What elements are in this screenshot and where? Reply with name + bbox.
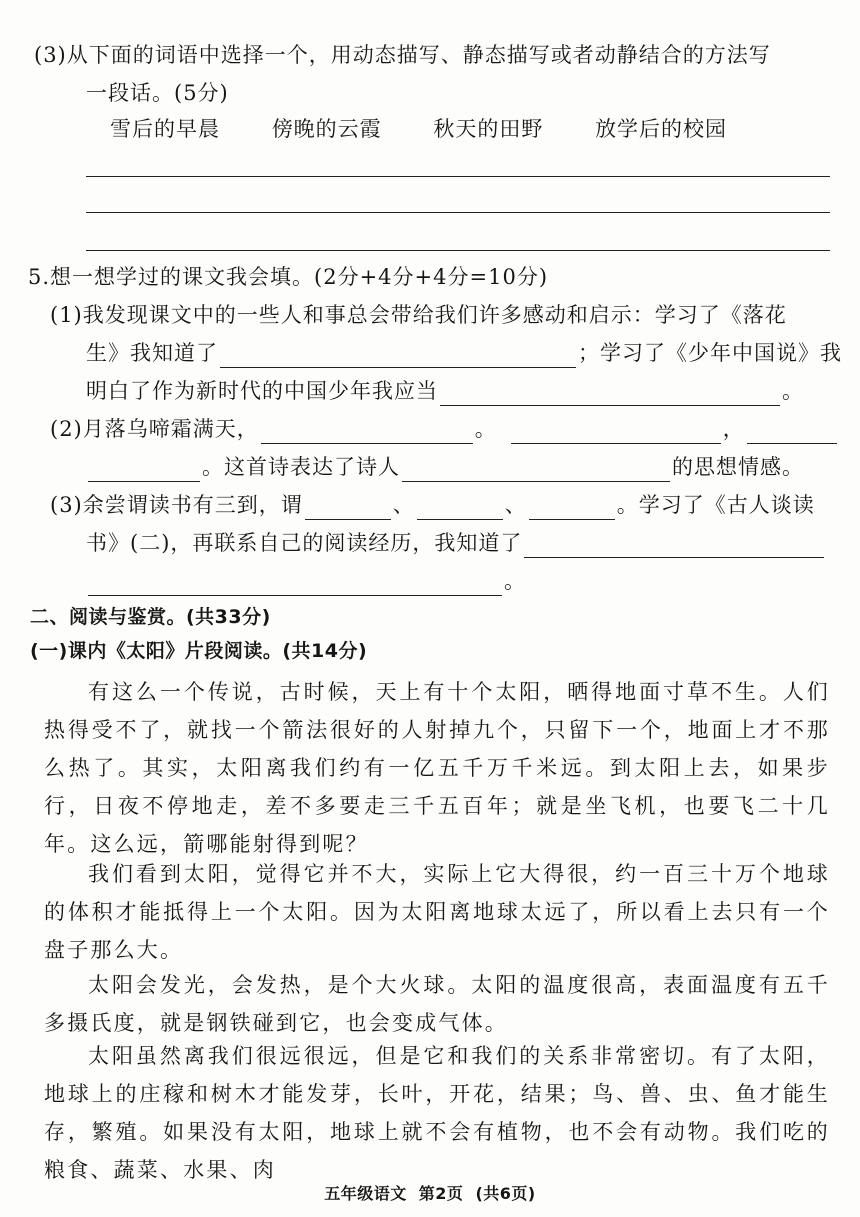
q5-1-text: 明白了作为新时代的中国少年我应当 [86, 379, 438, 403]
q5-3-text: 书》(二)，再联系自己的阅读经历，我知道了 [86, 531, 523, 555]
q5-1-line1: (1)我发现课文中的一些人和事总会带给我们许多感动和启示：学习了《落花 [50, 303, 787, 327]
answer-blank[interactable] [305, 495, 391, 520]
q5-3-text: 。 [504, 569, 526, 593]
passage-paragraph: 太阳虽然离我们很远很远，但是它和我们的关系非常密切。有了太阳，地球上的庄稼和树木才能发芽，长叶，开花，结果；鸟、兽、虫、鱼才能生存，繁殖。如果没有太阳，地球上就不会有植物，也不会有动物。我们吃的粮食、蔬菜、水果、肉 [44, 1044, 830, 1182]
footer-total: (共6页) [475, 1184, 536, 1203]
q5-1-line2 [86, 338, 842, 368]
section-2-title: 二、阅读与鉴赏。(共33分) [30, 606, 271, 628]
q5-1-text: 生》我知道了 [86, 341, 218, 365]
answer-blank[interactable] [511, 419, 721, 444]
answer-blank[interactable] [529, 495, 615, 520]
q5-2-text: 。 [474, 417, 497, 441]
word-option: 秋天的田野 [433, 117, 544, 141]
q5-2-line2 [86, 452, 804, 482]
writing-line[interactable] [86, 250, 830, 251]
passage-paragraph: 我们看到太阳，觉得它并不大，实际上它大得很，约一百三十万个地球的体积才能抵得上一个太阳。因为太阳离地球太远了，所以看上去只有一个盘子那么大。 [44, 862, 830, 962]
footer-subject: 五年级语文 [324, 1184, 407, 1203]
answer-blank[interactable] [524, 533, 824, 558]
answer-blank[interactable] [402, 457, 670, 482]
footer-page: 第2页 [418, 1184, 464, 1203]
q3-prompt-line1: (3)从下面的词语中选择一个，用动态描写、静态描写或者动静结合的方法写 [34, 43, 771, 67]
q5-3-text: 、 [504, 493, 527, 517]
q5-3-line1 [50, 490, 815, 520]
answer-blank[interactable] [88, 457, 200, 482]
answer-blank[interactable] [440, 381, 780, 406]
passage-paragraph: 太阳会发光，会发热，是个大火球。太阳的温度很高，表面温度有五千多摄氏度，就是钢铁碰到它，也会变成气体。 [44, 973, 830, 1035]
writing-line[interactable] [86, 176, 830, 177]
answer-blank[interactable] [88, 571, 502, 596]
q5-1-line3 [86, 376, 804, 406]
answer-blank[interactable] [417, 495, 503, 520]
q5-3-line3 [86, 566, 526, 596]
q5-3-text: 、 [392, 493, 415, 517]
q5-3-line2 [86, 528, 826, 558]
passage-paragraph: 有这么一个传说，古时候，天上有十个太阳，晒得地面寸草不生。人们热得受不了，就找一个箭法很好的人射掉九个，只留下一个，地面上才不那么热了。其实，太阳离我们约有一亿五千万千米远。到太阳上去，如果步行，日夜不停地走，差不多要走三千五百年；就是坐飞机，也要飞二十几年。这么远，箭哪能射得到呢？ [44, 680, 830, 856]
reading-1-title: (一)课内《太阳》片段阅读。(共14分) [30, 640, 368, 662]
q5-title: 5.想一想学过的课文我会填。(2分+4分+4分=10分) [28, 265, 549, 289]
answer-blank[interactable] [747, 419, 837, 444]
writing-line[interactable] [86, 212, 830, 213]
page-footer [0, 1181, 860, 1204]
q5-2-text: 。这首诗表达了诗人 [202, 455, 400, 479]
answer-blank[interactable] [220, 343, 576, 368]
word-option: 傍晚的云霞 [271, 117, 382, 141]
answer-blank[interactable] [261, 419, 473, 444]
q3-word-options [110, 114, 771, 144]
q5-3-text: (3)余尝谓读书有三到，谓 [50, 493, 303, 517]
q5-2-text: ， [722, 417, 745, 441]
q5-2-text: (2)月落乌啼霜满天， [50, 417, 259, 441]
word-option: 雪后的早晨 [110, 117, 220, 141]
q5-1-text: ；学习了《少年中国说》我 [578, 341, 842, 365]
q5-2-line1 [50, 414, 839, 444]
q5-2-text: 的思想情感。 [672, 455, 804, 479]
word-option: 放学后的校园 [595, 117, 728, 141]
q5-1-text: 。 [782, 379, 804, 403]
q5-3-text: 。学习了《古人谈读 [616, 493, 815, 517]
q3-prompt-line2: 一段话。(5分) [86, 81, 229, 105]
